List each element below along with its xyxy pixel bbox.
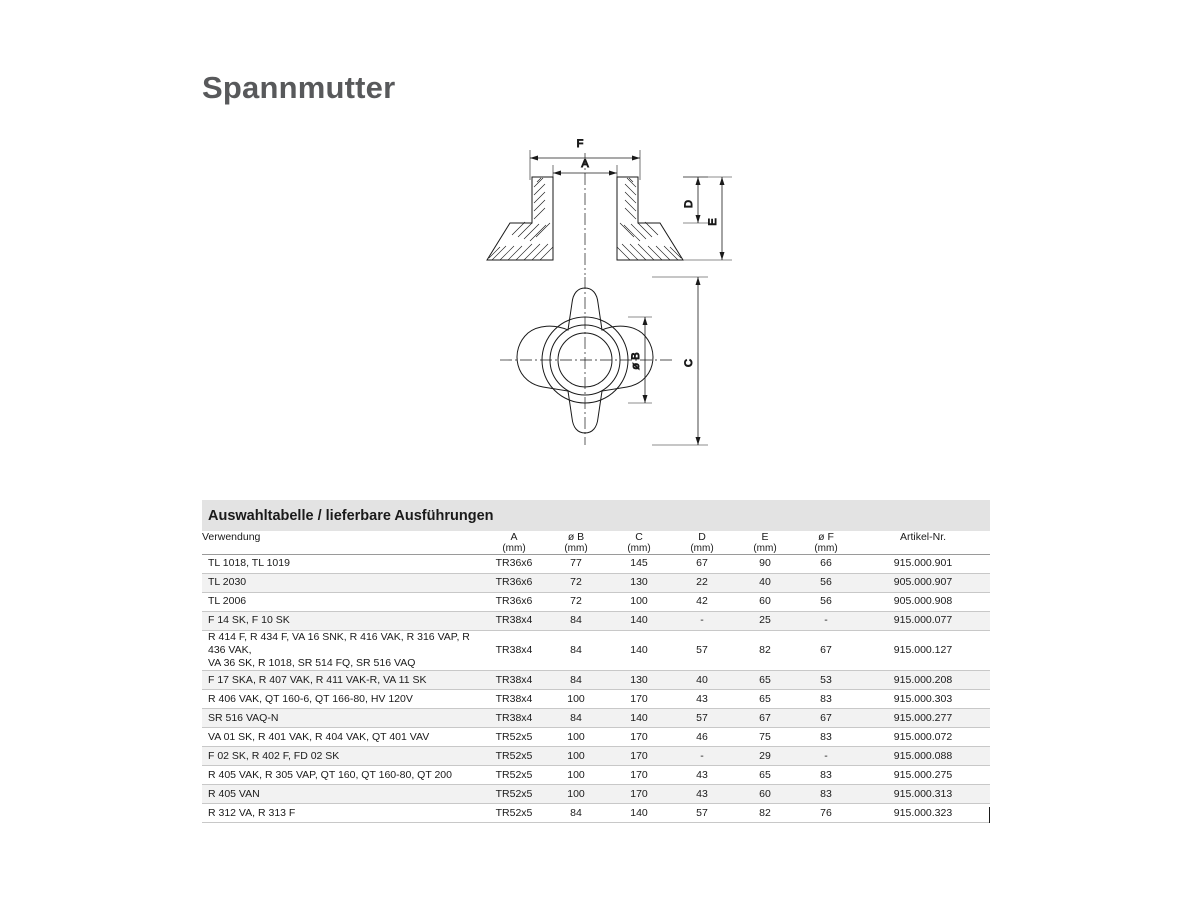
cell-a: TR52x5: [484, 728, 544, 747]
cell-verwendung: SR 516 VAQ-N: [202, 709, 484, 728]
svg-text:ø B: ø B: [630, 352, 642, 370]
cell-a: TR52x5: [484, 785, 544, 804]
cell-c: 170: [608, 728, 670, 747]
cell-b: 84: [544, 804, 608, 823]
cell-d: 40: [670, 671, 734, 690]
cell-e: 67: [734, 709, 796, 728]
cell-artikelnr: 905.000.908: [856, 593, 990, 612]
table-row: [202, 555, 990, 574]
cell-c: 170: [608, 747, 670, 766]
cell-c: 130: [608, 574, 670, 593]
col-header-artikelnr: Artikel-Nr.: [899, 531, 947, 543]
table-title: Auswahltabelle / lieferbare Ausführungen: [208, 507, 494, 524]
unit-d: (mm): [670, 543, 734, 555]
cell-d: 67: [670, 555, 734, 574]
cell-c: 100: [608, 593, 670, 612]
cell-e: 90: [734, 555, 796, 574]
cell-b: 72: [544, 593, 608, 612]
cell-b: 84: [544, 631, 608, 671]
cell-verwendung: TL 1018, TL 1019: [202, 555, 484, 574]
cell-a: TR38x4: [484, 671, 544, 690]
col-header-a: A: [510, 531, 518, 543]
cell-b: 100: [544, 766, 608, 785]
cell-c: 140: [608, 631, 670, 671]
cell-f: 76: [796, 804, 856, 823]
table-unit-row: [202, 543, 990, 555]
cell-f: 53: [796, 671, 856, 690]
cell-f: 83: [796, 690, 856, 709]
cell-artikelnr: 905.000.907: [856, 574, 990, 593]
cell-f: 56: [796, 593, 856, 612]
cell-verwendung: F 02 SK, R 402 F, FD 02 SK: [202, 747, 484, 766]
cell-c: 170: [608, 690, 670, 709]
cell-d: 43: [670, 690, 734, 709]
cell-a: TR36x6: [484, 574, 544, 593]
table-header-row: [202, 531, 990, 543]
cell-b: 84: [544, 709, 608, 728]
cell-a: TR52x5: [484, 747, 544, 766]
table-row: [202, 690, 990, 709]
cell-e: 40: [734, 574, 796, 593]
cell-e: 82: [734, 631, 796, 671]
table-row: [202, 671, 990, 690]
unit-a: (mm): [484, 543, 544, 555]
cell-b: 100: [544, 747, 608, 766]
cell-b: 100: [544, 785, 608, 804]
cell-e: 60: [734, 785, 796, 804]
cell-e: 82: [734, 804, 796, 823]
cell-f: 83: [796, 728, 856, 747]
cell-a: TR52x5: [484, 804, 544, 823]
cell-verwendung: VA 01 SK, R 401 VAK, R 404 VAK, QT 401 VAV: [202, 728, 484, 747]
cell-artikelnr: 915.000.275: [856, 766, 990, 785]
cell-e: 29: [734, 747, 796, 766]
col-header-e: E: [761, 531, 769, 543]
cell-d: -: [670, 747, 734, 766]
cell-artikelnr: 915.000.088: [856, 747, 990, 766]
cell-b: 84: [544, 612, 608, 631]
cell-c: 130: [608, 671, 670, 690]
unit-f: (mm): [796, 543, 856, 555]
table-row: [202, 728, 990, 747]
svg-text:E: E: [707, 218, 719, 226]
col-header-verwendung: Verwendung: [202, 531, 261, 543]
col-header-d: D: [698, 531, 706, 543]
table-row: [202, 785, 990, 804]
unit-b: (mm): [544, 543, 608, 555]
cell-verwendung: R 312 VA, R 313 F: [202, 804, 484, 823]
cell-artikelnr: 915.000.208: [856, 671, 990, 690]
table-row: [202, 593, 990, 612]
cell-a: TR38x4: [484, 690, 544, 709]
table-row: [202, 804, 990, 823]
unit-artikelnr: [856, 543, 990, 555]
cell-b: 77: [544, 555, 608, 574]
cell-verwendung-line1: R 414 F, R 434 F, VA 16 SNK, R 416 VAK, R 316 VAP, R 436 VAK,: [208, 631, 470, 657]
cell-d: 43: [670, 766, 734, 785]
table-row: [202, 612, 990, 631]
cell-f: 56: [796, 574, 856, 593]
cell-d: 42: [670, 593, 734, 612]
col-header-b: ø B: [567, 531, 585, 543]
cell-verwendung: [202, 631, 484, 671]
technical-drawing: [440, 125, 770, 485]
table-row: [202, 766, 990, 785]
cell-verwendung: R 405 VAK, R 305 VAP, QT 160, QT 160-80, QT 200: [202, 766, 484, 785]
cell-d: 57: [670, 631, 734, 671]
cell-verwendung: R 406 VAK, QT 160-6, QT 166-80, HV 120V: [202, 690, 484, 709]
cell-c: 140: [608, 612, 670, 631]
cell-verwendung: F 14 SK, F 10 SK: [202, 612, 484, 631]
cell-d: 22: [670, 574, 734, 593]
cell-f: 66: [796, 555, 856, 574]
cell-a: TR52x5: [484, 766, 544, 785]
table-row: [202, 574, 990, 593]
cell-b: 72: [544, 574, 608, 593]
cell-b: 84: [544, 671, 608, 690]
cell-artikelnr: 915.000.303: [856, 690, 990, 709]
cell-f: 67: [796, 709, 856, 728]
cell-e: 65: [734, 766, 796, 785]
svg-text:C: C: [683, 359, 695, 367]
cell-b: 100: [544, 690, 608, 709]
cell-d: 57: [670, 804, 734, 823]
cell-b: 100: [544, 728, 608, 747]
cell-artikelnr: 915.000.077: [856, 612, 990, 631]
unit-e: (mm): [734, 543, 796, 555]
spec-table: [202, 531, 990, 823]
cell-c: 140: [608, 804, 670, 823]
svg-text:D: D: [683, 200, 695, 208]
cell-a: TR36x6: [484, 593, 544, 612]
cell-f: 83: [796, 785, 856, 804]
cell-e: 65: [734, 690, 796, 709]
cell-f: 83: [796, 766, 856, 785]
cell-c: 140: [608, 709, 670, 728]
cell-e: 75: [734, 728, 796, 747]
cell-verwendung: R 405 VAN: [202, 785, 484, 804]
cell-d: 57: [670, 709, 734, 728]
table-row: [202, 709, 990, 728]
cell-f: -: [796, 612, 856, 631]
svg-text:F: F: [576, 138, 584, 150]
col-header-f: ø F: [818, 531, 834, 543]
table-body: [202, 555, 990, 823]
col-header-c: C: [635, 531, 643, 543]
cell-verwendung: TL 2006: [202, 593, 484, 612]
cell-e: 60: [734, 593, 796, 612]
cell-d: 43: [670, 785, 734, 804]
cell-a: TR38x4: [484, 631, 544, 671]
svg-text:A: A: [581, 158, 589, 170]
cell-a: TR38x4: [484, 709, 544, 728]
text-cursor: [989, 807, 990, 823]
cell-e: 25: [734, 612, 796, 631]
selection-table: [202, 500, 990, 823]
cell-artikelnr: 915.000.277: [856, 709, 990, 728]
cell-artikelnr: 915.000.323: [856, 804, 990, 823]
cell-verwendung-line2: VA 36 SK, R 1018, SR 514 FQ, SR 516 VAQ: [208, 657, 416, 670]
cell-d: 46: [670, 728, 734, 747]
cell-f: 67: [796, 631, 856, 671]
table-row: [202, 631, 990, 671]
cell-artikelnr: 915.000.901: [856, 555, 990, 574]
page-title: Spannmutter: [202, 70, 396, 105]
cell-c: 170: [608, 785, 670, 804]
cell-a: TR38x4: [484, 612, 544, 631]
cell-a: TR36x6: [484, 555, 544, 574]
cell-f: -: [796, 747, 856, 766]
cell-e: 65: [734, 671, 796, 690]
cell-artikelnr: 915.000.313: [856, 785, 990, 804]
table-row: [202, 747, 990, 766]
cell-verwendung: F 17 SKA, R 407 VAK, R 411 VAK-R, VA 11 SK: [202, 671, 484, 690]
cell-d: -: [670, 612, 734, 631]
cell-c: 145: [608, 555, 670, 574]
unit-verwendung: [202, 543, 484, 555]
unit-c: (mm): [608, 543, 670, 555]
table-title-band: [202, 500, 990, 531]
cell-verwendung: TL 2030: [202, 574, 484, 593]
cell-c: 170: [608, 766, 670, 785]
cell-artikelnr: 915.000.127: [856, 631, 990, 671]
cell-artikelnr: 915.000.072: [856, 728, 990, 747]
